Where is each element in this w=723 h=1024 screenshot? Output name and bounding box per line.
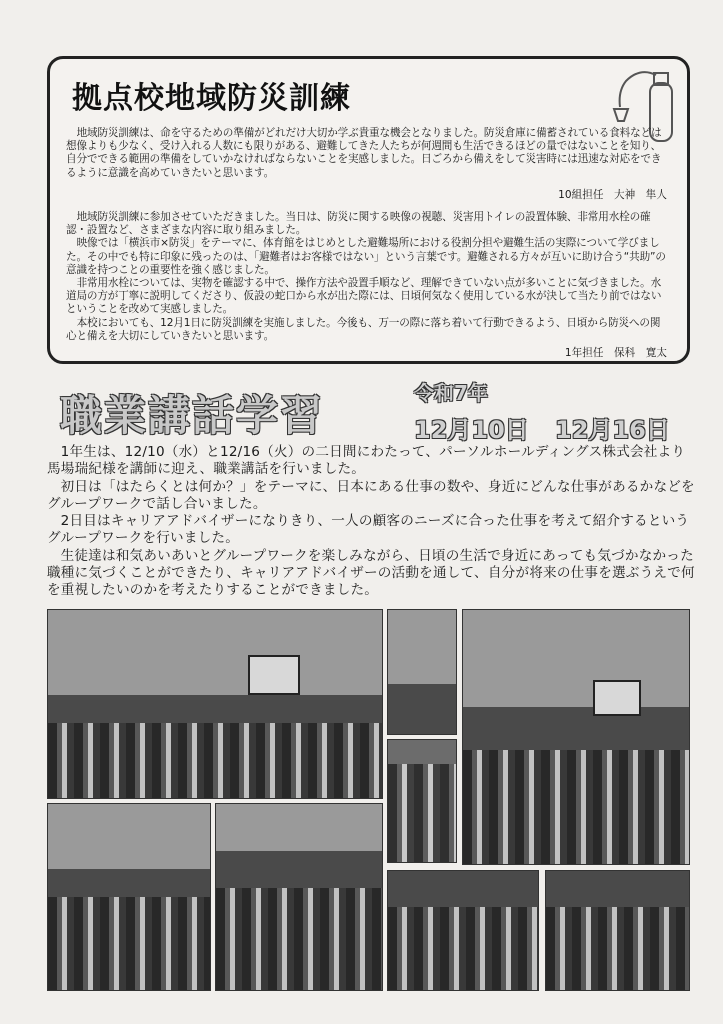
disaster-paragraph-group: [66, 211, 670, 343]
photo-students-standing: [387, 739, 457, 863]
photo-group-work-4: [545, 870, 690, 991]
photo-group-work-3: [387, 870, 539, 991]
photo-group-work-1: [47, 803, 211, 991]
era-label: 令和7年: [414, 381, 488, 405]
disaster-drill-box: [47, 56, 690, 364]
disaster-drill-title: 拠点校地域防災訓練: [72, 81, 351, 116]
date-1: 12月10日: [414, 416, 529, 444]
career-paragraph-1: 1年生は、12/10（水）と12/16（火）の二日間にわたって、パーソルホールディングス株式会社より馬場瑞紀様を講師に迎え、職業講話を行いました。: [47, 444, 686, 478]
career-text: [47, 444, 697, 600]
career-paragraph-2: 初日は「はたらくとは何か？」をテーマに、日本にある仕事の数や、身近にどんな仕事があるかなどをグループワークで話し合いました。: [47, 478, 695, 512]
signature-1: 10組担任 大神 隼人: [558, 189, 667, 201]
photo-presenters: [387, 609, 457, 735]
disaster-paragraph-1: 地域防災訓練は、命を守るための準備がどれだけ大切か学ぶ貴重な機会となりました。防災倉庫に備蓄されている食料などは想像よりも少なく、受け入れる人数にも限りがある、避難してきた人たちが何週間も生活できるほどの量ではないことを知り、自分でできる範囲の準備をしていかなければならないことを実感しました。日ごろから備えをして災害時には迅速な対応をできるように意識を高めていきたいと思います。: [66, 127, 662, 179]
signature-2: 1年担任 保科 寛太: [564, 347, 667, 359]
date-2: 12月16日: [555, 416, 670, 444]
photo-gym-wide: [462, 609, 690, 865]
career-paragraph-3: 2日目はキャリアアドバイザーになりきり、一人の顧客のニーズに合った仕事を考えて紹介するというグループワークを行いました。: [47, 513, 690, 547]
career-paragraph-4: 生徒達は和気あいあいとグループワークを楽しみながら、日頃の生活で身近にあっても気づかなかった職種に気づくことができたり、キャリアアドバイザーの活動を通して、自分が将来の仕事を選ぶうえで何を重視したいのかを考えたりすることができました。: [47, 547, 695, 599]
photo-gym-lecture: [47, 609, 383, 799]
career-lecture-title: 職業講話学習: [60, 391, 325, 440]
disaster-paragraph-2: 地域防災訓練に参加させていただきました。当日は、防災に関する映像の視聴、災害用トイレの設置体験、非常用水栓の確認・設置など、さまざまな内容に取り組みました。: [66, 211, 651, 237]
disaster-paragraph-5: 本校においても、12月1日に防災訓練を実施しました。今後も、万一の際に落ち着いて行動できるよう、日頃から防災への関心と備えを大切にしていきたいと思います。: [66, 316, 661, 342]
disaster-paragraph-4: 非常用水栓については、実物を確認する中で、操作方法や設置手順など、理解できていない点が多いことに気づきました。水道局の方が丁寧に説明してくださり、仮設の蛇口から水が出た際には、日頃何気なく使用している水が決して当たり前ではないということを改めて実感しました。: [66, 277, 662, 316]
photo-group-work-2: [215, 803, 383, 991]
disaster-paragraph-3: 映像では「横浜市×防災」をテーマに、体育館をはじめとした避難場所における役割分担や避難生活の実際について学びました。その中でも特に印象に残ったのは、「避難者はお客様ではない」という言葉です。避難される方々が互いに助け合う“共助”の意識を持つことの重要性を強く感じました。: [66, 237, 666, 276]
